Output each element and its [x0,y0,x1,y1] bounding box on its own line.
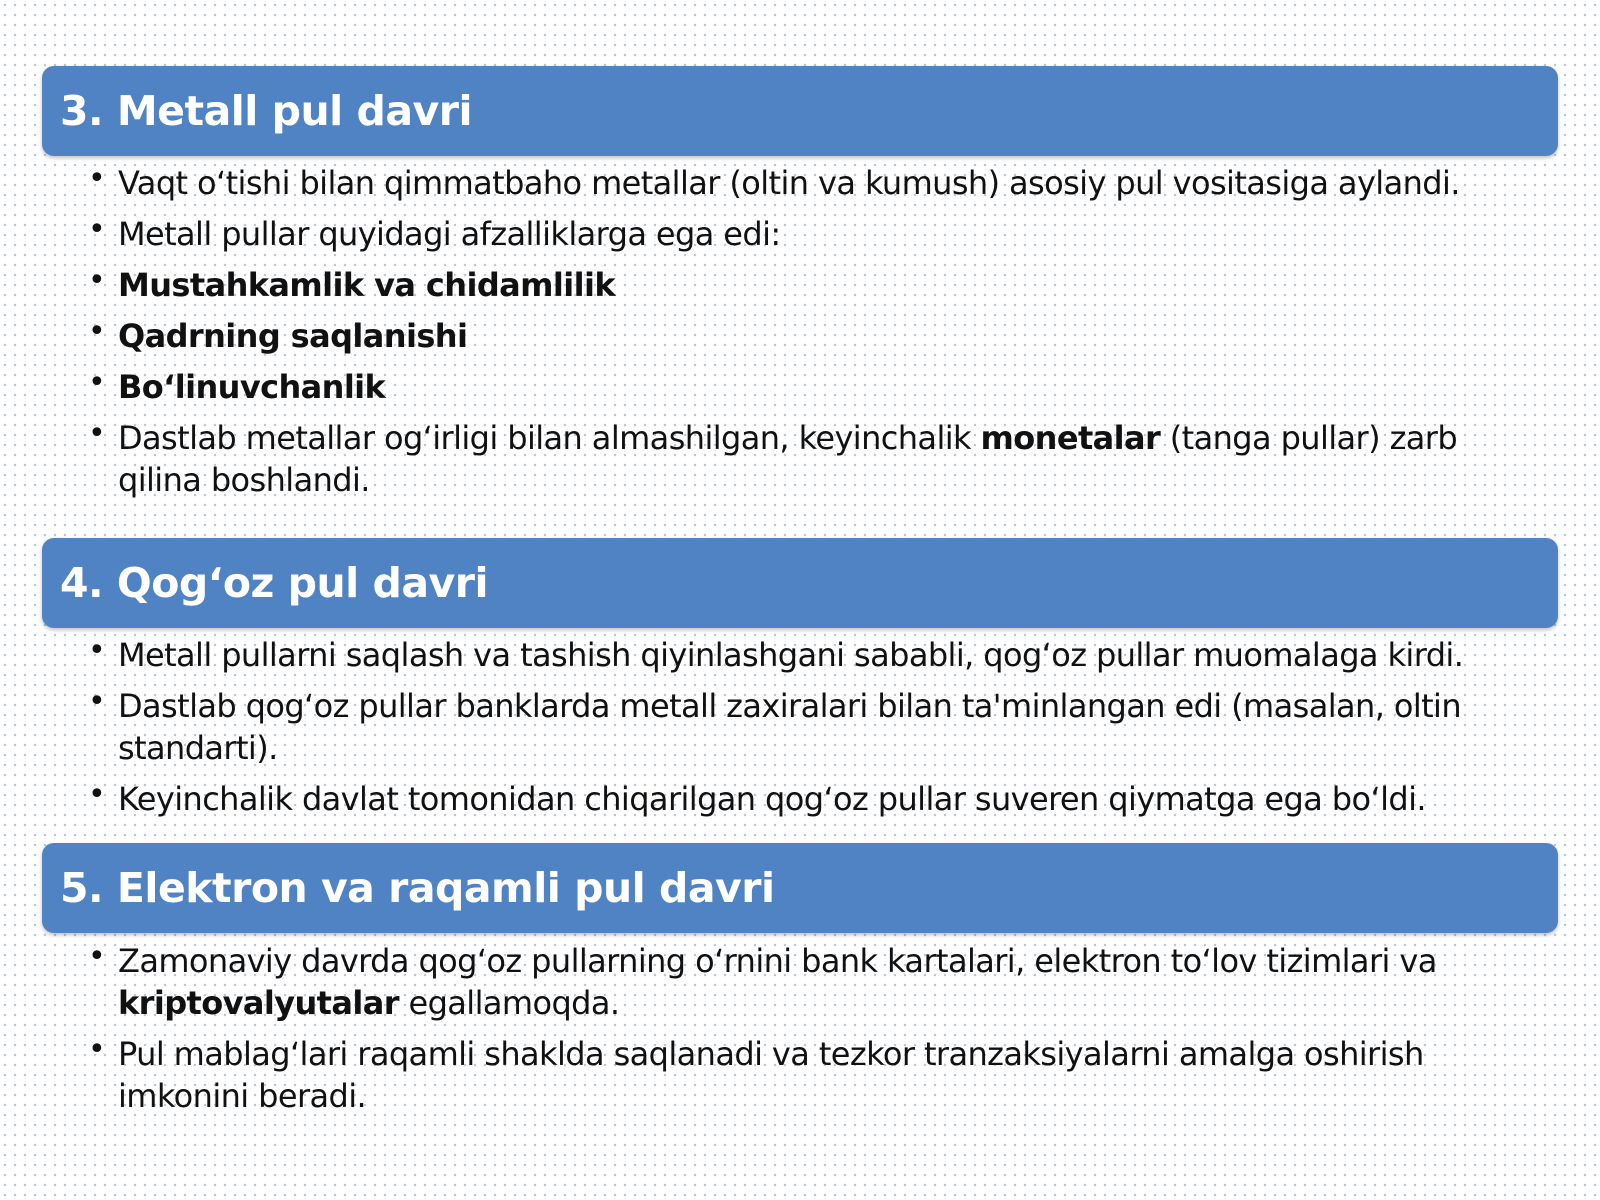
list-item: • Bo‘linuvchanlik [88,366,1528,408]
list-item: • Qadrning saqlanishi [88,315,1528,357]
bullet-list-elektron [88,940,1528,1126]
list-item: • Vaqt o‘tishi bilan qimmatbaho metallar (oltin va kumush) asosiy pul vositasiga aylandi. [88,162,1528,204]
section-header-metall [42,66,1558,156]
bullet-list-metall [88,162,1528,510]
bullet-list-qogoz [88,634,1528,829]
list-item: • Mustahkamlik va chidamlilik [88,264,1528,306]
list-item: • Pul mablag‘lari raqamli shaklda saqlanadi va tezkor tranzaksiyalarni amalga oshirish imkonini beradi. [88,1033,1528,1117]
list-item: • Keyinchalik davlat tomonidan chiqarilgan qog‘oz pullar suveren qiymatga ega bo‘ldi. [88,778,1528,820]
section-title: 4. Qog‘oz pul davri [60,559,489,607]
list-item: • Metall pullar quyidagi afzalliklarga ega edi: [88,213,1528,255]
list-item: • Dastlab metallar og‘irligi bilan almashilgan, keyinchalik monetalar (tanga pullar) zarb qilina boshlandi. [88,417,1528,501]
section-title: 5. Elektron va raqamli pul davri [60,864,775,912]
section-title: 3. Metall pul davri [60,87,473,135]
list-item: • Dastlab qog‘oz pullar banklarda metall zaxiralari bilan ta'minlangan edi (masalan, oltin standarti). [88,685,1528,769]
section-header-elektron [42,843,1558,933]
list-item: • Zamonaviy davrda qog‘oz pullarning o‘rnini bank kartalari, elektron to‘lov tizimlari va kriptovalyutalar egallamoqda. [88,940,1528,1024]
list-item: • Metall pullarni saqlash va tashish qiyinlashgani sababli, qog‘oz pullar muomalaga kirdi. [88,634,1528,676]
section-header-qogoz [42,538,1558,628]
